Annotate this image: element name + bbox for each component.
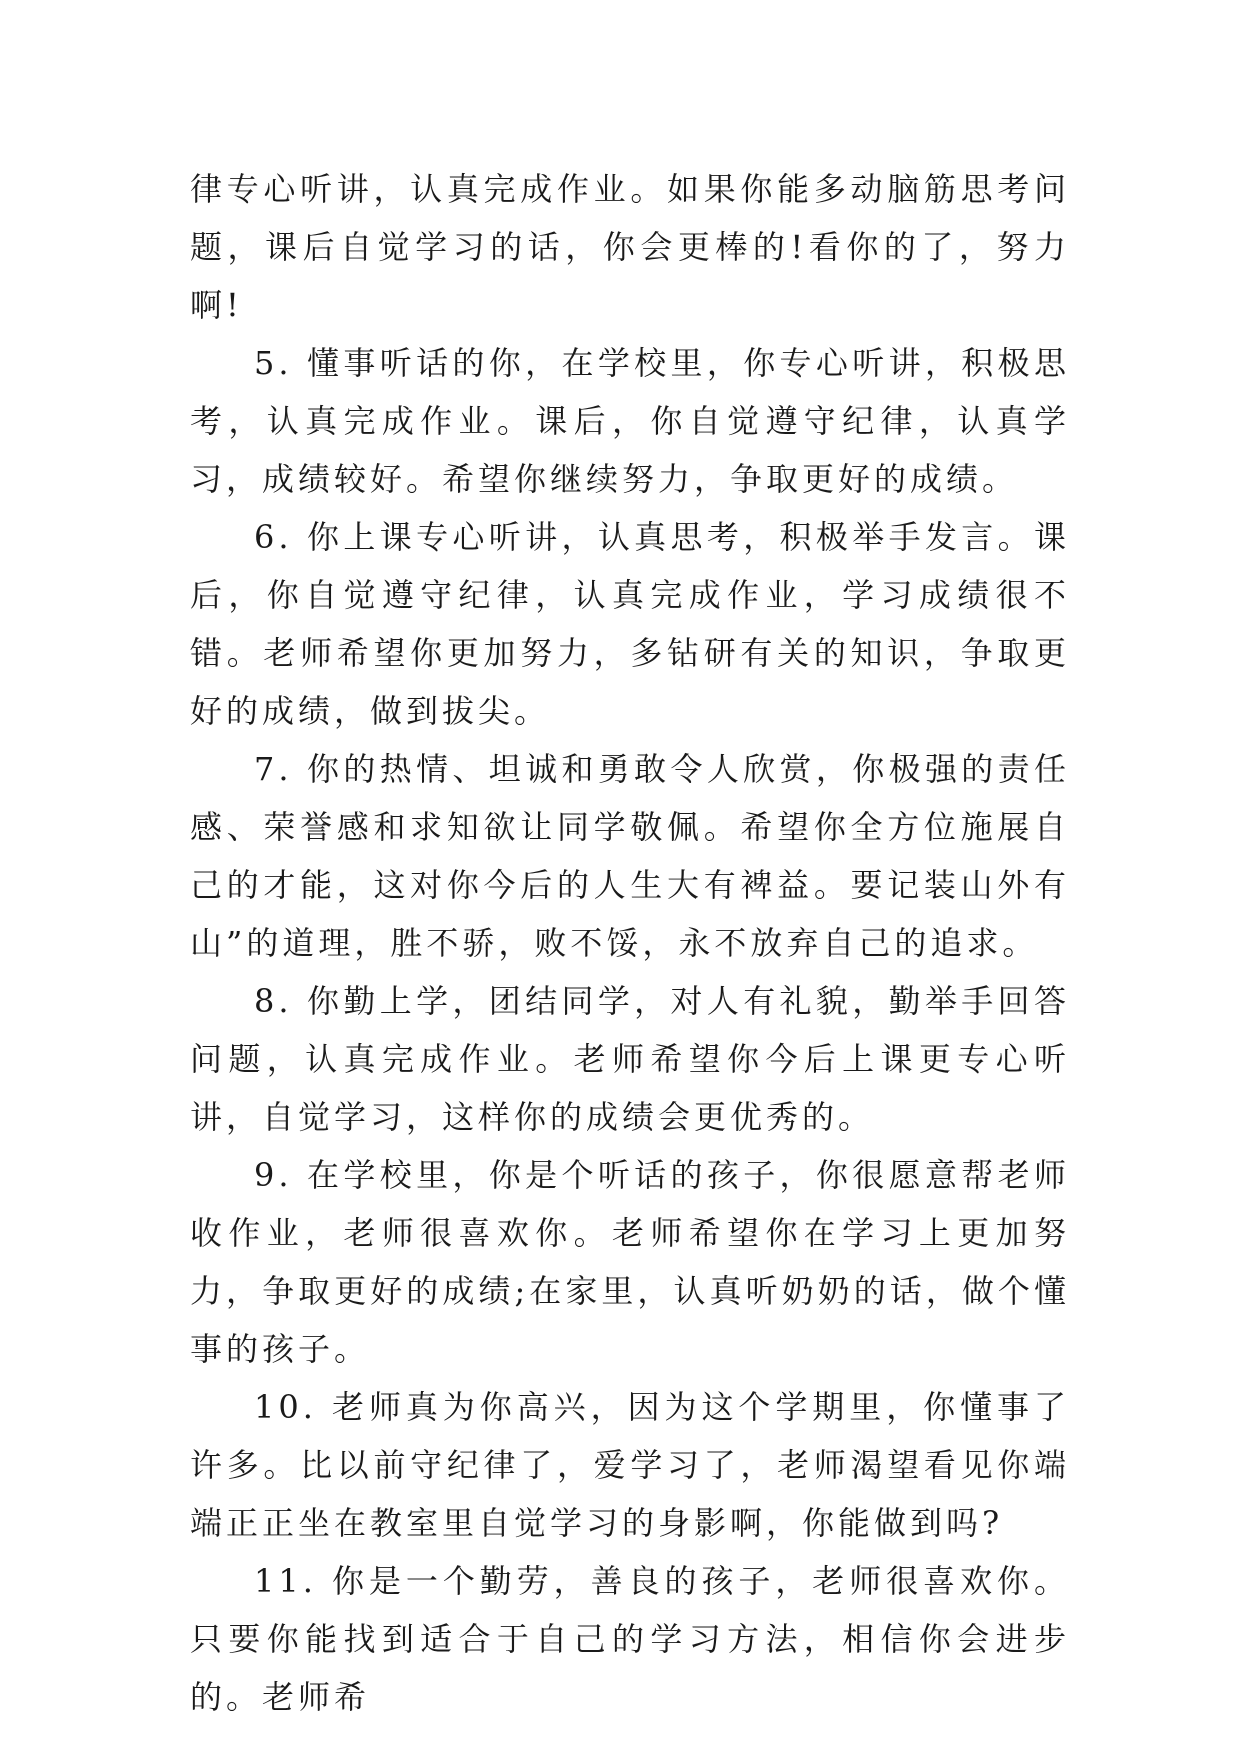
paragraph-9: 9. 在学校里，你是个听话的孩子，你很愿意帮老师收作业，老师很喜欢你。老师希望你在学习上更加努力，争取更好的成绩;在家里，认真听奶奶的话，做个懂事的孩子。	[190, 1156, 1070, 1368]
paragraph-continued: 律专心听讲，认真完成作业。如果你能多动脑筋思考问题，课后自觉学习的话，你会更棒的!看你的了，努力啊!	[190, 170, 1070, 324]
document-body	[190, 160, 1070, 1726]
paragraph-5: 5. 懂事听话的你，在学校里，你专心听讲，积极思考，认真完成作业。课后，你自觉遵守纪律，认真学习，成绩较好。希望你继续努力，争取更好的成绩。	[190, 344, 1070, 498]
paragraph-11: 11. 你是一个勤劳，善良的孩子，老师很喜欢你。只要你能找到适合于自己的学习方法，相信你会进步的。老师希	[190, 1562, 1070, 1716]
paragraph-7: 7. 你的热情、坦诚和勇敢令人欣赏，你极强的责任感、荣誉感和求知欲让同学敬佩。希望你全方位施展自己的才能，这对你今后的人生大有裨益。要记装山外有山”的道理，胜不骄，败不馁，永不放弃自己的追求。	[190, 750, 1070, 962]
paragraph-6: 6. 你上课专心听讲，认真思考，积极举手发言。课后，你自觉遵守纪律，认真完成作业，学习成绩很不错。老师希望你更加努力，多钻研有关的知识，争取更好的成绩，做到拔尖。	[190, 518, 1070, 730]
paragraph-10: 10. 老师真为你高兴，因为这个学期里，你懂事了许多。比以前守纪律了，爱学习了，老师渴望看见你端端正正坐在教室里自觉学习的身影啊，你能做到吗?	[190, 1388, 1070, 1542]
paragraph-8: 8. 你勤上学，团结同学，对人有礼貌，勤举手回答问题，认真完成作业。老师希望你今后上课更专心听讲，自觉学习，这样你的成绩会更优秀的。	[190, 982, 1070, 1136]
